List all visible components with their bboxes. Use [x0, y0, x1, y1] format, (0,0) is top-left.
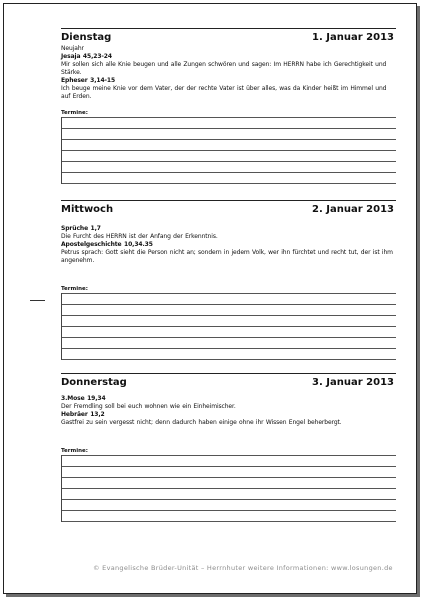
- notes-lines: [61, 117, 396, 184]
- termine-label: Termine:: [61, 110, 88, 116]
- day-subtitle: Neujahr: [61, 45, 84, 52]
- day-header: [61, 377, 396, 388]
- note-line: [62, 489, 396, 500]
- note-line: [62, 455, 396, 467]
- note-line: [62, 316, 396, 327]
- note-line: [62, 305, 396, 316]
- footer-copyright: © Evangelische Brüder-Unität – Herrnhuter weitere Informationen: www.losungen.de: [93, 564, 393, 572]
- day-date: 2. Januar 2013: [312, 204, 394, 215]
- losung-text: Der Fremdling soll bei euch wohnen wie ein Einheimischer.: [61, 403, 236, 410]
- note-line: [62, 478, 396, 489]
- losung-reference: 3.Mose 19,34: [61, 395, 106, 402]
- page: [3, 3, 417, 594]
- note-line: [62, 511, 396, 522]
- day-section-dienstag: [61, 28, 396, 184]
- day-name: Dienstag: [61, 32, 112, 43]
- notes-lines: [61, 293, 396, 360]
- day-date: 1. Januar 2013: [312, 32, 394, 43]
- note-line: [62, 338, 396, 349]
- lehrtext-reference: Epheser 3,14-15: [61, 77, 116, 84]
- note-line: [62, 151, 396, 162]
- note-line: [62, 140, 396, 151]
- lehrtext-reference: Hebräer 13,2: [61, 411, 105, 418]
- day-header: [61, 32, 396, 43]
- day-section-donnerstag: [61, 373, 396, 522]
- losung-reference: Sprüche 1,7: [61, 225, 101, 232]
- note-line: [62, 500, 396, 511]
- lehrtext-text: Gastfrei zu sein vergesst nicht; denn dadurch haben einige ohne ihr Wissen Engel beherbergt.: [61, 419, 342, 426]
- lehrtext-text: Petrus sprach: Gott sieht die Person nicht an; sondern in jedem Volk, wer ihn fürchtet und recht tut, der ist ihm angenehm.: [61, 249, 393, 264]
- note-line: [62, 349, 396, 360]
- note-line: [62, 327, 396, 338]
- note-line: [62, 173, 396, 184]
- day-date: 3. Januar 2013: [312, 377, 394, 388]
- day-name: Mittwoch: [61, 204, 114, 215]
- fold-mark: [30, 300, 45, 301]
- day-section-mittwoch: [61, 200, 396, 360]
- note-line: [62, 293, 396, 305]
- day-header: [61, 204, 396, 215]
- lehrtext-reference: Apostelgeschichte 10,34.35: [61, 241, 153, 248]
- note-line: [62, 129, 396, 140]
- note-line: [62, 467, 396, 478]
- notes-lines: [61, 455, 396, 522]
- day-name: Donnerstag: [61, 377, 127, 388]
- note-line: [62, 117, 396, 129]
- losung-text: Die Furcht des HERRN ist der Anfang der Erkenntnis.: [61, 233, 218, 240]
- losung-reference: Jesaja 45,23-24: [61, 53, 112, 60]
- note-line: [62, 162, 396, 173]
- termine-label: Termine:: [61, 448, 88, 454]
- termine-label: Termine:: [61, 286, 88, 292]
- lehrtext-text: Ich beuge meine Knie vor dem Vater, der der rechte Vater ist über alles, was da Kinder heißt im Himmel und auf Erden.: [61, 85, 387, 100]
- losung-text: Mir sollen sich alle Knie beugen und alle Zungen schwören und sagen: Im HERRN habe ich Gerechtigkeit und Stärke.: [61, 61, 387, 76]
